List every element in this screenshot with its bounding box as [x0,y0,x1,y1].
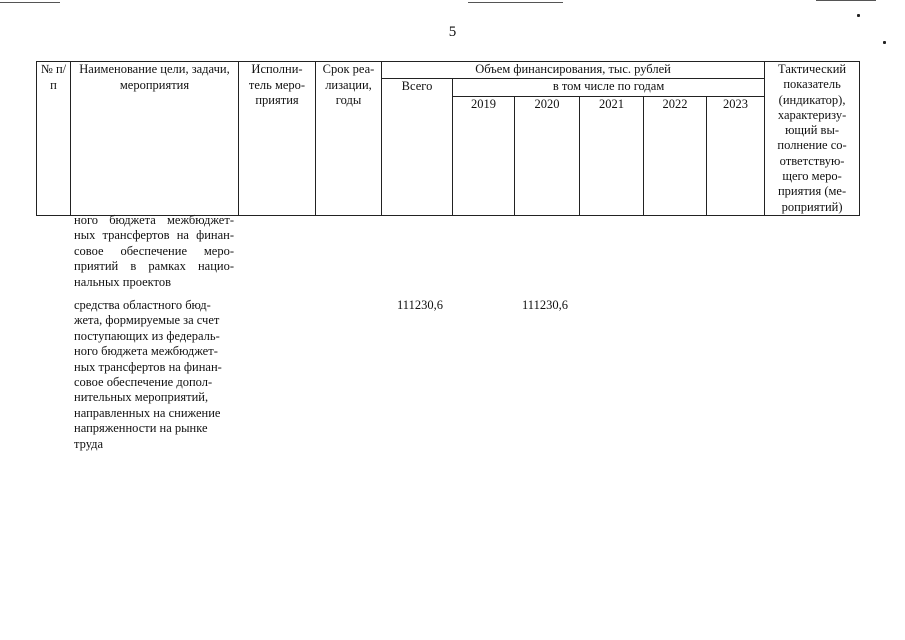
scan-artifact-line [816,0,876,1]
funding-table-header [36,61,860,216]
row-2-2020: 111230,6 [522,298,568,312]
scan-artifact-line [0,2,60,3]
row-2-name: средства областного бюд-жета, формируемые за счет поступающих из федераль-ного бюджета межбюджет-ных трансфертов на финан-совое обеспечение допол-нительных мероприятий, направленных на снижение напряженности на рынке труда [74,298,222,451]
header-year-2021: 2021 [580,96,644,215]
header-period: Срок реа-лизации, годы [316,62,382,216]
header-year-2020: 2020 [515,96,580,215]
header-year-2019: 2019 [453,96,515,215]
header-total: Всего [382,78,453,215]
header-indicator: Тактический показатель (индикатор), характеризу-ющий вы-полнение со-ответствую-щего меро-приятия (ме-роприятий) [765,62,860,216]
header-year-2022: 2022 [644,96,707,215]
header-executor: Исполни-тель меро-приятия [239,62,316,216]
row-1-name: ного бюджета межбюджет-ных трансфертов на финан-совое обеспечение меро-приятий в рамках нацио-нальных проектов [74,213,234,289]
header-funding: Объем финансирования, тыс. рублей [382,62,765,79]
header-name: Наименование цели, задачи, мероприятия [71,62,239,216]
header-by-years: в том числе по годам [453,78,765,96]
header-num: № п/п [37,62,71,216]
scan-artifact-dot [883,41,886,44]
row-2-total: 111230,6 [397,298,443,312]
page-number: 5 [448,24,457,40]
scan-artifact-line [468,2,563,3]
scan-artifact-dot [857,14,860,17]
header-year-2023: 2023 [707,96,765,215]
